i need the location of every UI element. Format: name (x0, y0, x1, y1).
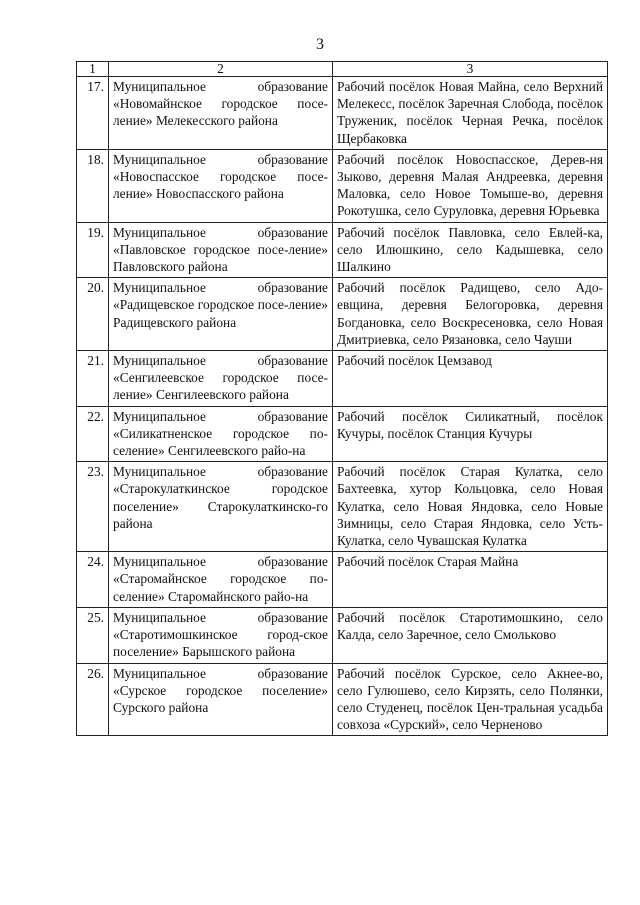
municipality-cell: Муниципальное образование «Старомайнское городское по-селение» Старомайнского райо-на (109, 552, 333, 608)
row-number: 17. (77, 77, 109, 150)
municipality-cell: Муниципальное образование «Новомайнское городское посе-ление» Мелекесского района (109, 77, 333, 150)
settlements-cell: Рабочий посёлок Старотимошкино, село Калда, село Заречное, село Смольково (333, 607, 608, 663)
table-row (77, 552, 608, 608)
municipality-cell: Муниципальное образование «Радищевское городское посе-ление» Радищевского района (109, 278, 333, 351)
table-row (77, 462, 608, 552)
table-row (77, 149, 608, 222)
table-row (77, 77, 608, 150)
row-number: 21. (77, 351, 109, 407)
row-number: 19. (77, 222, 109, 278)
settlements-cell: Рабочий посёлок Цемзавод (333, 351, 608, 407)
column-header-3: 3 (333, 62, 608, 77)
settlements-cell: Рабочий посёлок Силикатный, посёлок Кучуры, посёлок Станция Кучуры (333, 406, 608, 462)
municipality-cell: Муниципальное образование «Новоспасское городское посе-ление» Новоспасского района (109, 149, 333, 222)
settlements-table (76, 61, 608, 736)
municipality-cell: Муниципальное образование «Сурское городское поселение» Сурского района (109, 663, 333, 736)
column-header-2: 2 (109, 62, 333, 77)
settlements-cell: Рабочий посёлок Старая Майна (333, 552, 608, 608)
table-row (77, 663, 608, 736)
row-number: 23. (77, 462, 109, 552)
row-number: 25. (77, 607, 109, 663)
table-row (77, 607, 608, 663)
table-row (77, 222, 608, 278)
settlements-cell: Рабочий посёлок Новая Майна, село Верхний Мелекесс, посёлок Заречная Слобода, посёлок Труженик, посёлок Черная Речка, посёлок Щербаковка (333, 77, 608, 150)
municipality-cell: Муниципальное образование «Силикатненское городское по-селение» Сенгилеевского райо-на (109, 406, 333, 462)
row-number: 18. (77, 149, 109, 222)
settlements-cell: Рабочий посёлок Сурское, село Акнее-во, село Гулюшево, село Кирзять, село Полянки, село Студенец, посёлок Цен-тральная усадьба совхоза «Сурский», село Черненово (333, 663, 608, 736)
page-number: 3 (316, 36, 324, 53)
row-number: 26. (77, 663, 109, 736)
table-row (77, 406, 608, 462)
settlements-cell: Рабочий посёлок Старая Кулатка, село Бахтеевка, хутор Кольцовка, село Новая Кулатка, село Новая Яндовка, село Новые Зимницы, село Старая Яндовка, село Усть-Кулатка, село Чувашская Кулатка (333, 462, 608, 552)
settlements-cell: Рабочий посёлок Новоспасское, Дерев-ня Зыково, деревня Малая Андреевка, деревня Маловка, село Новое Томыше-во, деревня Рокотушка, село Суруловка, деревня Юрьевка (333, 149, 608, 222)
table-row (77, 351, 608, 407)
municipality-cell: Муниципальное образование «Старокулаткинское городское поселение» Старокулаткинско-го района (109, 462, 333, 552)
municipality-cell: Муниципальное образование «Старотимошкинское город-ское поселение» Барышского района (109, 607, 333, 663)
table-header-row (77, 62, 608, 77)
settlements-cell: Рабочий посёлок Радищево, село Адо-евщина, деревня Белогоровка, деревня Богдановка, село Воскресеновка, село Новая Дмитриевка, село Рязановка, село Чауши (333, 278, 608, 351)
row-number: 22. (77, 406, 109, 462)
settlements-cell: Рабочий посёлок Павловка, село Евлей-ка, село Илюшкино, село Кадышевка, село Шалкино (333, 222, 608, 278)
row-number: 24. (77, 552, 109, 608)
column-header-1: 1 (77, 62, 109, 77)
municipality-cell: Муниципальное образование «Сенгилеевское городское посе-ление» Сенгилеевского района (109, 351, 333, 407)
table-row (77, 278, 608, 351)
row-number: 20. (77, 278, 109, 351)
municipality-cell: Муниципальное образование «Павловское городское посе-ление» Павловского района (109, 222, 333, 278)
